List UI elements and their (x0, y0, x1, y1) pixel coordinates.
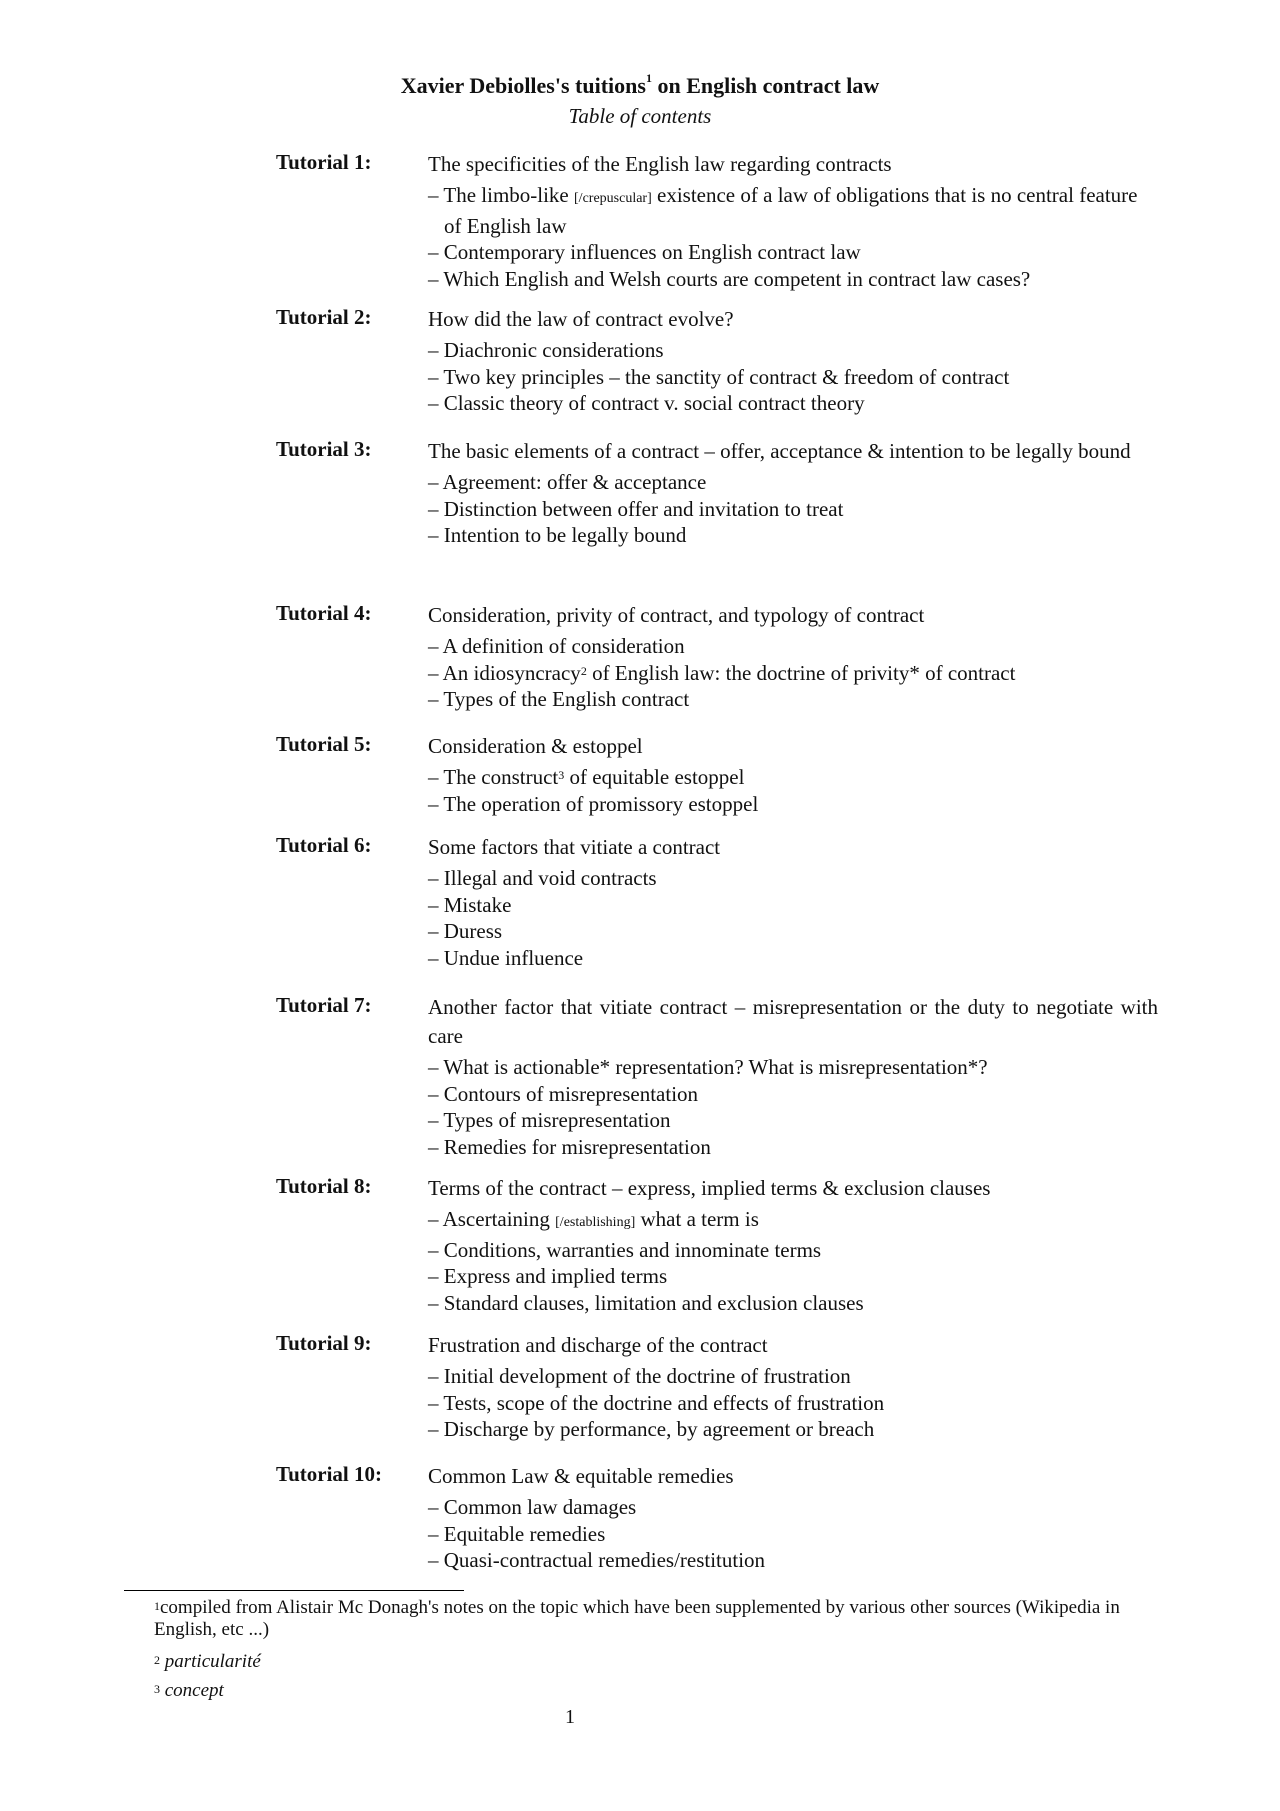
item-text: – Tests, scope of the doctrine and effects of frustration (428, 1390, 885, 1415)
item-text: – Two key principles – the sanctity of contract & freedom of contract (428, 364, 1010, 389)
tutorial-label: Tutorial 10: (276, 1462, 382, 1486)
list-item (428, 1134, 1158, 1161)
tutorial-label: Tutorial 8: (276, 1174, 372, 1198)
footnote-2 (154, 1651, 261, 1673)
item-text: existence of a law of obligations that is no central feature of English law (444, 183, 1138, 238)
tutorial-heading: The basic elements of a contract – offer, acceptance & intention to be legally bound (428, 439, 1131, 463)
footnote-mark: 1 (154, 1599, 160, 1613)
item-text: – Contemporary influences on English contract law (428, 240, 861, 265)
tutorial-label: Tutorial 3: (276, 437, 372, 461)
item-text: – Discharge by performance, by agreement or breach (428, 1417, 875, 1442)
list-item (428, 1107, 1158, 1134)
item-text: – Quasi-contractual remedies/restitution (428, 1548, 766, 1573)
list-item (428, 892, 1158, 919)
item-text: of equitable estoppel (564, 765, 745, 789)
list-item (428, 1237, 1158, 1264)
list-item (428, 1054, 1158, 1081)
item-text: – Initial development of the doctrine of frustration (428, 1364, 851, 1388)
tutorial-body (428, 305, 1158, 417)
list-item (428, 1416, 1158, 1443)
footnote-separator (124, 1590, 464, 1591)
list-item (428, 686, 1158, 713)
footnote-mark: 3 (154, 1682, 160, 1696)
tutorial-body (428, 601, 1158, 713)
subtitle: Table of contents (568, 104, 712, 128)
title-text: Xavier Debiolles's tuitions (400, 73, 646, 98)
list-item (428, 791, 1158, 818)
tutorial-heading: Another factor that vitiate contract – misrepresentation or the duty to negotiate with care (428, 995, 1158, 1048)
gloss: [/crepuscular] (574, 191, 652, 206)
list-item (428, 1547, 1158, 1574)
list-item (428, 182, 1158, 239)
tutorial-items (428, 337, 1158, 417)
tutorial-label: Tutorial 9: (276, 1331, 372, 1355)
tutorial-label: Tutorial 5: (276, 732, 372, 756)
item-text: – Contours of misrepresentation (428, 1081, 699, 1106)
item-text: – The operation of promissory estoppel (428, 791, 759, 816)
item-text: of English law: the doctrine of privity* of contract (586, 660, 1016, 685)
list-item (428, 1521, 1158, 1548)
item-text: – Diachronic considerations (428, 338, 664, 362)
item-text: – Duress (428, 919, 503, 944)
list-item (428, 1290, 1158, 1317)
item-text: – Illegal and void contracts (428, 866, 657, 890)
tutorial-items (428, 865, 1158, 972)
list-item (428, 633, 1158, 660)
item-text: – Remedies for misrepresentation (428, 1135, 711, 1160)
footnote-1 (154, 1597, 1144, 1641)
item-text: – Ascertaining (428, 1207, 556, 1231)
tutorial-body (428, 732, 1158, 817)
list-item (428, 337, 1158, 364)
tutorial-label: Tutorial 1: (276, 150, 372, 174)
item-text: – A definition of consideration (428, 634, 685, 658)
list-item (428, 390, 1158, 417)
footnote-text: compiled from Alistair Mc Donagh's notes on the topic which have been supplemented by various other sources (Wikipedia in English, etc ...) (154, 1597, 1120, 1640)
item-text: – Intention to be legally bound (428, 523, 687, 548)
list-item (428, 764, 1158, 791)
tutorial-items (428, 1494, 1158, 1574)
tutorial-label: Tutorial 7: (276, 993, 372, 1017)
list-item (428, 469, 1158, 496)
item-text: what a term is (635, 1207, 759, 1231)
tutorial-body (428, 833, 1158, 972)
tutorial-heading: Some factors that vitiate a contract (428, 835, 721, 859)
tutorial-body (428, 1174, 1158, 1317)
list-item (428, 1363, 1158, 1390)
footnote-ref: 3 (558, 768, 565, 782)
footnote-ref: 1 (645, 71, 652, 85)
item-text: – Conditions, warranties and innominate terms (428, 1237, 822, 1262)
tutorial-items (428, 764, 1158, 817)
list-item (428, 522, 1158, 549)
footnote-mark: 2 (154, 1653, 160, 1667)
item-text: – Undue influence (428, 946, 584, 971)
item-text: – An idiosyncracy (428, 660, 581, 685)
tutorial-heading: Common Law & equitable remedies (428, 1464, 734, 1488)
tutorial-heading: Consideration, privity of contract, and typology of contract (428, 603, 925, 627)
list-item (428, 1390, 1158, 1417)
item-text: – Equitable remedies (428, 1521, 606, 1546)
footnote-text: particularité (164, 1651, 261, 1672)
item-text: – Types of the English contract (428, 687, 690, 712)
document-title (0, 73, 1280, 99)
item-text: – Agreement: offer & acceptance (428, 470, 707, 494)
item-text: – Which English and Welsh courts are competent in contract law cases? (428, 267, 1031, 292)
tutorial-items (428, 1206, 1158, 1317)
tutorial-items (428, 1054, 1158, 1161)
tutorial-heading: The specificities of the English law regarding contracts (428, 152, 892, 176)
tutorial-body (428, 993, 1158, 1161)
item-text: – Common law damages (428, 1495, 637, 1519)
list-item (428, 660, 1158, 687)
tutorial-items (428, 1363, 1158, 1443)
list-item (428, 865, 1158, 892)
list-item (428, 239, 1158, 266)
item-text: – Express and implied terms (428, 1264, 668, 1289)
list-item (428, 1081, 1158, 1108)
item-text: – Standard clauses, limitation and exclusion clauses (428, 1291, 864, 1316)
list-item (428, 496, 1158, 523)
list-item (428, 364, 1158, 391)
tutorial-heading: Frustration and discharge of the contract (428, 1333, 768, 1357)
list-item (428, 266, 1158, 293)
tutorial-body (428, 437, 1158, 549)
tutorial-heading: Terms of the contract – express, implied terms & exclusion clauses (428, 1176, 991, 1200)
title-text-rest: on English contract law (651, 73, 880, 98)
item-text: – Distinction between offer and invitation to treat (428, 496, 844, 521)
tutorial-label: Tutorial 4: (276, 601, 372, 625)
tutorial-body (428, 150, 1158, 293)
list-item (428, 945, 1158, 972)
footnote-3 (154, 1680, 224, 1702)
tutorial-heading: Consideration & estoppel (428, 734, 643, 758)
item-text: – Mistake (428, 892, 512, 917)
tutorial-label: Tutorial 6: (276, 833, 372, 857)
footnote-ref: 2 (580, 663, 587, 678)
tutorial-body (428, 1331, 1158, 1443)
item-text: – The construct (428, 765, 559, 789)
list-item (428, 1263, 1158, 1290)
tutorial-items (428, 182, 1158, 293)
footnote-text: concept (164, 1680, 224, 1701)
item-text: – What is actionable* representation? What is misrepresentation*? (428, 1055, 988, 1079)
tutorial-items (428, 633, 1158, 713)
tutorial-heading: How did the law of contract evolve? (428, 307, 734, 331)
tutorial-items (428, 469, 1158, 549)
list-item (428, 1206, 1158, 1237)
item-text: – The limbo-like (428, 183, 575, 207)
item-text: – Classic theory of contract v. social contract theory (428, 391, 865, 416)
gloss: [/establishing] (555, 1215, 636, 1230)
list-item (428, 918, 1158, 945)
item-text: – Types of misrepresentation (428, 1108, 671, 1133)
page-number: 1 (565, 1706, 575, 1728)
tutorial-label: Tutorial 2: (276, 305, 372, 329)
tutorial-body (428, 1462, 1158, 1574)
list-item (428, 1494, 1158, 1521)
